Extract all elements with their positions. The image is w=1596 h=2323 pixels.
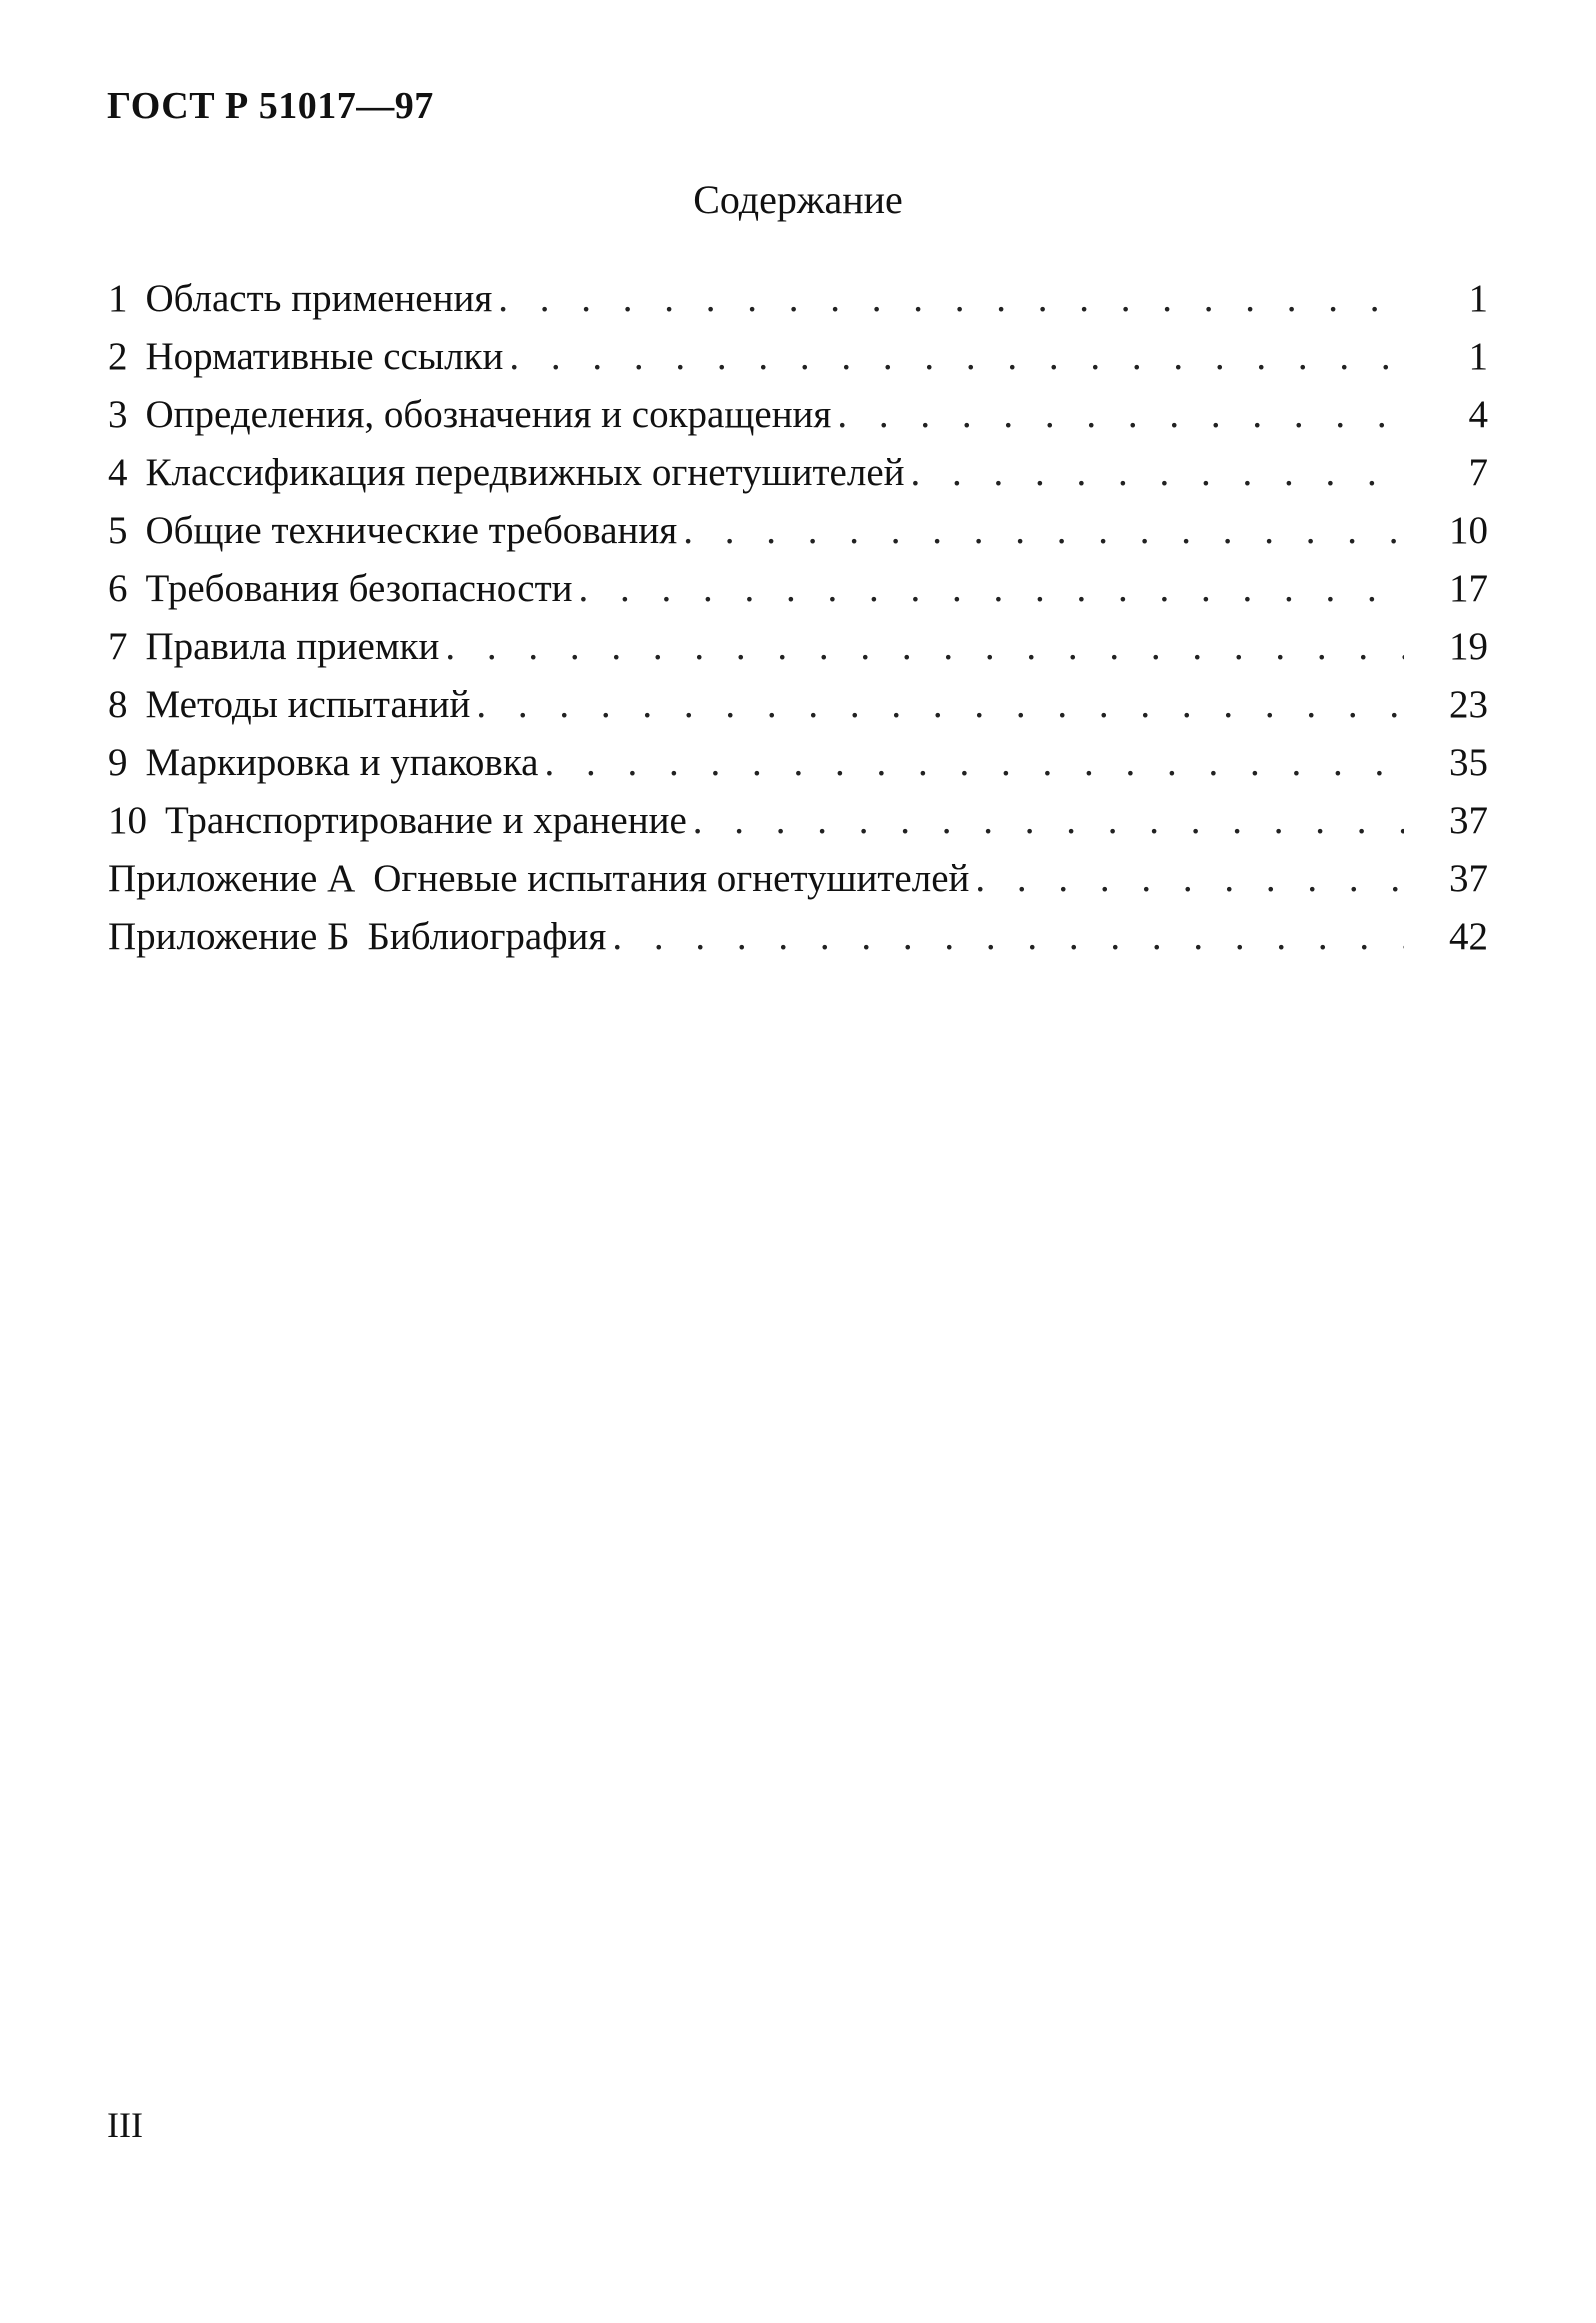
toc-entry-page: 42 [1449, 915, 1488, 958]
toc-entry-page: 37 [1449, 857, 1488, 900]
toc-entry-page: 37 [1449, 799, 1488, 842]
toc-leader-dots [911, 444, 1405, 502]
toc-entry[interactable] [108, 328, 1488, 386]
toc-leader-dots [612, 908, 1404, 966]
toc-entry-label: Транспортирование и хранение [165, 799, 687, 842]
toc-entry[interactable] [108, 270, 1488, 328]
table-of-contents [108, 270, 1488, 966]
toc-entry-number: 3 [108, 393, 128, 436]
toc-entry[interactable] [108, 444, 1488, 502]
toc-entry-label: Маркировка и упаковка [145, 741, 539, 784]
toc-entry[interactable] [108, 618, 1488, 676]
toc-leader-dots [498, 270, 1404, 328]
toc-leader-dots [693, 792, 1404, 850]
toc-leader-dots [476, 676, 1404, 734]
toc-entry-number: 5 [108, 509, 128, 552]
toc-entry-page: 1 [1468, 335, 1488, 378]
toc-entry[interactable] [108, 792, 1488, 850]
toc-entry-page: 10 [1449, 509, 1488, 552]
toc-entry-number: 2 [108, 335, 128, 378]
toc-entry-label: Методы испытаний [145, 683, 471, 726]
toc-entry-page: 4 [1468, 393, 1488, 436]
toc-entry[interactable] [108, 734, 1488, 792]
toc-entry-page: 19 [1449, 625, 1488, 668]
toc-leader-dots [837, 386, 1404, 444]
toc-entry-number: 10 [108, 799, 147, 842]
toc-entry-number: 1 [108, 277, 128, 320]
toc-entry-page: 7 [1468, 451, 1488, 494]
toc-entry-number: 4 [108, 451, 128, 494]
toc-entry[interactable] [108, 676, 1488, 734]
toc-entry-label: Правила приемки [145, 625, 440, 668]
document-code: ГОСТ Р 51017—97 [107, 85, 434, 127]
toc-entry-number: Приложение Б [108, 915, 350, 958]
toc-entry-label: Огневые испытания огнетушителей [373, 857, 970, 900]
toc-leader-dots [509, 328, 1404, 386]
toc-title: Содержание [693, 177, 903, 222]
toc-entry-number: 7 [108, 625, 128, 668]
toc-entry[interactable] [108, 908, 1488, 966]
toc-entry-number: 9 [108, 741, 128, 784]
toc-entry[interactable] [108, 560, 1488, 618]
toc-entry-page: 35 [1449, 741, 1488, 784]
toc-entry-label: Определения, обозначения и сокращения [145, 393, 832, 436]
toc-leader-dots [445, 618, 1404, 676]
toc-entry-label: Общие технические требования [145, 509, 678, 552]
toc-entry-number: 8 [108, 683, 128, 726]
toc-entry-label: Требования безопасности [145, 567, 573, 610]
toc-leader-dots [545, 734, 1405, 792]
toc-entry[interactable] [108, 850, 1488, 908]
toc-entry[interactable] [108, 386, 1488, 444]
toc-entry-page: 17 [1449, 567, 1488, 610]
page-number: III [107, 2105, 143, 2145]
toc-entry-label: Библиография [367, 915, 607, 958]
toc-entry-page: 23 [1449, 683, 1488, 726]
toc-entry-label: Классификация передвижных огнетушителей [145, 451, 905, 494]
toc-leader-dots [578, 560, 1404, 618]
toc-entry-number: Приложение А [108, 857, 356, 900]
toc-entry-label: Область применения [145, 277, 493, 320]
toc-entry[interactable] [108, 502, 1488, 560]
toc-leader-dots [683, 502, 1404, 560]
toc-entry-page: 1 [1468, 277, 1488, 320]
toc-entry-label: Нормативные ссылки [145, 335, 504, 378]
toc-leader-dots [975, 850, 1404, 908]
toc-entry-number: 6 [108, 567, 128, 610]
